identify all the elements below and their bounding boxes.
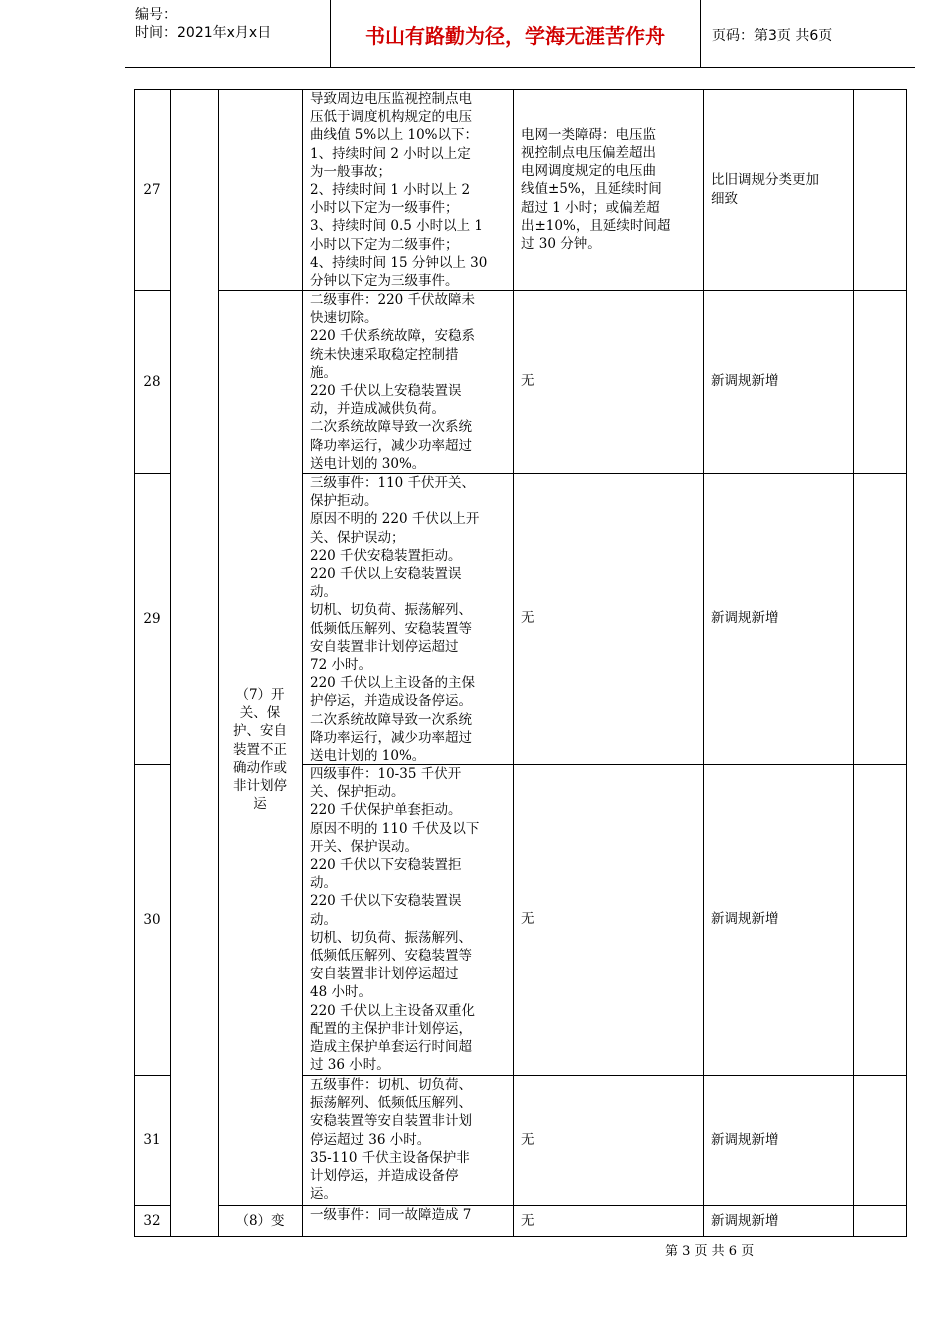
content-line: 切机、切负荷、振荡解列、 <box>310 602 472 619</box>
old-rule-cell <box>513 1075 704 1206</box>
old-rule-line: 电网调度规定的电压曲 <box>521 163 656 180</box>
content-line: 为一般事故； <box>310 163 391 180</box>
content-line: 220 千伏以上主设备的主保 <box>310 675 476 692</box>
header-meta <box>135 6 271 42</box>
content-line: 过 36 小时。 <box>310 1057 390 1074</box>
old-rule-line: 线值±5%，且延续时间 <box>521 181 662 198</box>
content-line: 低频低压解列、安稳装置等 <box>310 948 472 964</box>
content-line: 关、保护误动； <box>310 529 405 546</box>
remark-line: 比旧调规分类更加 <box>711 172 819 189</box>
header-divider <box>700 0 701 68</box>
row-number: 27 <box>143 181 161 198</box>
content-line: 导致周边电压监视控制点电 <box>310 91 472 107</box>
content-line: 配置的主保护非计划停运， <box>310 1020 472 1037</box>
content-line: 2、持续时间 1 小时以上 2 <box>310 182 471 198</box>
remark-line: 新调规新增 <box>711 610 779 627</box>
content-line: 振荡解列、低频低压解列、 <box>310 1095 472 1112</box>
content-line: 分钟以下定为三级事件。 <box>310 273 459 289</box>
content-line: 48 小时。 <box>310 984 372 1001</box>
old-rule-line: 无 <box>521 1213 535 1229</box>
content-line: 计划停运，并造成设备停 <box>310 1168 459 1184</box>
content-line: 原因不明的 110 千伏及以下 <box>310 820 480 837</box>
content-line: 送电计划的 30%。 <box>310 455 426 472</box>
extra-cell <box>853 1205 907 1237</box>
page-footer: 第 3 页 共 6 页 <box>665 1244 755 1259</box>
old-rule-cell <box>513 1205 704 1237</box>
content-line: 快速切除。 <box>310 310 378 327</box>
content-line: 造成主保护单套运行时间超 <box>310 1039 472 1055</box>
content-line: 二级事件：220 千伏故障未 <box>310 292 476 308</box>
content-line: 动。 <box>310 584 337 601</box>
row-number: 28 <box>143 373 161 390</box>
content-line: 动，并造成减供负荷。 <box>310 401 445 418</box>
content-line: 3、持续时间 0.5 小时以上 1 <box>310 218 484 235</box>
content-line: 35-110 千伏主设备保护非 <box>310 1149 470 1166</box>
content-line: 保护拒动。 <box>310 493 378 510</box>
old-rule-line: 超过 1 小时；或偏差超 <box>521 199 660 216</box>
header-motto: 书山有路勤为径，学海无涯苦作舟 <box>365 24 665 48</box>
content-line: 曲线值 5%以上 10%以下： <box>310 127 479 144</box>
extra-cell <box>853 290 907 474</box>
old-rule-line: 出±10%，且延续时间超 <box>521 217 671 234</box>
content-line: 运。 <box>310 1186 337 1203</box>
content-line: 72 小时。 <box>310 657 372 673</box>
content-line: 五级事件：切机、切负荷、 <box>310 1077 472 1093</box>
content-line: 220 千伏以下安稳装置拒 <box>310 857 462 873</box>
content-line: 统未快速采取稳定控制措 <box>310 346 459 363</box>
remark-line: 新调规新增 <box>711 1131 779 1148</box>
content-line: 220 千伏以上主设备双重化 <box>310 1002 476 1019</box>
extra-cell <box>853 473 907 765</box>
category-7-line: 非计划停 <box>233 778 287 794</box>
content-line: 220 千伏安稳装置拒动。 <box>310 547 462 564</box>
category-7-line: 关、保 <box>239 705 281 722</box>
old-rule-line: 无 <box>521 1131 535 1148</box>
content-line: 动。 <box>310 875 337 892</box>
category-7-line: （7）开 <box>235 687 285 703</box>
category-7-line: 运 <box>253 796 267 813</box>
content-line: 220 千伏以上安稳装置误 <box>310 383 462 399</box>
content-line: 小时以下定为一级事件； <box>310 200 459 217</box>
subcategory-cell <box>218 89 303 291</box>
page-number-label: 页码：第3页 共6页 <box>712 28 833 44</box>
category-7-line: 护、安自 <box>233 723 287 740</box>
content-line: 二次系统故障导致一次系统 <box>310 711 472 728</box>
extra-cell <box>853 764 907 1076</box>
content-line: 三级事件：110 千伏开关、 <box>310 475 476 491</box>
content-line: 降功率运行，减少功率超过 <box>310 729 472 746</box>
number-label: 编号： <box>135 7 177 23</box>
category-8-line: （8）变 <box>235 1213 285 1229</box>
category-cell <box>170 89 219 1237</box>
page-header <box>0 0 950 70</box>
old-rule-line: 无 <box>521 373 535 390</box>
old-rule-line: 过 30 分钟。 <box>521 236 601 252</box>
old-rule-line: 无 <box>521 911 535 928</box>
content-line: 护停运，并造成设备停运。 <box>310 693 472 710</box>
content-line: 关、保护拒动。 <box>310 784 405 801</box>
extra-cell <box>853 1075 907 1206</box>
content-line: 降功率运行，减少功率超过 <box>310 437 472 454</box>
content-line: 220 千伏以上安稳装置误 <box>310 566 462 582</box>
content-line: 安自装置非计划停运超过 <box>310 638 459 655</box>
content-line: 四级事件：10-35 千伏开 <box>310 766 462 782</box>
time-label: 时间：2021年x月x日 <box>135 25 272 41</box>
extra-cell <box>853 89 907 291</box>
remark-line: 新调规新增 <box>711 373 779 390</box>
content-line: 一级事件：同一故障造成 7 <box>310 1207 472 1223</box>
old-rule-line: 电网一类障碍：电压监 <box>521 126 656 143</box>
row-number: 31 <box>143 1132 161 1148</box>
content-line: 220 千伏保护单套拒动。 <box>310 802 462 819</box>
category-7-line: 确动作或 <box>233 759 287 776</box>
old-rule-cell <box>513 764 704 1076</box>
content-line: 开关、保护误动。 <box>310 838 418 855</box>
content-line: 送电计划的 10%。 <box>310 748 426 764</box>
content-line: 切机、切负荷、振荡解列、 <box>310 929 472 946</box>
row-number: 29 <box>143 610 161 627</box>
old-rule-line: 无 <box>521 610 535 627</box>
content-line: 220 千伏系统故障，安稳系 <box>310 328 476 345</box>
content-line: 低频低压解列、安稳装置等 <box>310 620 472 637</box>
content-line: 动。 <box>310 911 337 928</box>
remark-line: 新调规新增 <box>711 1213 779 1229</box>
remark-line: 新调规新增 <box>711 911 779 928</box>
row-number: 30 <box>143 911 161 928</box>
content-line: 停运超过 36 小时。 <box>310 1131 431 1148</box>
content-line: 原因不明的 220 千伏以上开 <box>310 511 480 528</box>
content-line: 压低于调度机构规定的电压 <box>310 109 472 126</box>
content-line: 施。 <box>310 364 337 381</box>
row-number: 32 <box>143 1213 161 1229</box>
content-line: 4、持续时间 15 分钟以上 30 <box>310 254 488 271</box>
old-rule-cell <box>513 473 704 765</box>
remark-line: 细致 <box>711 190 738 207</box>
content-line: 1、持续时间 2 小时以上定 <box>310 145 471 162</box>
content-line: 安自装置非计划停运超过 <box>310 966 459 983</box>
old-rule-line: 视控制点电压偏差超出 <box>521 145 656 161</box>
content-line: 220 千伏以下安稳装置误 <box>310 893 462 910</box>
header-rule <box>125 67 915 68</box>
content-line: 二次系统故障导致一次系统 <box>310 419 472 436</box>
content-line: 安稳装置等安自装置非计划 <box>310 1113 472 1130</box>
old-rule-cell <box>513 290 704 474</box>
category-7-line: 装置不正 <box>233 741 287 758</box>
content-line: 小时以下定为二级事件； <box>310 236 459 253</box>
